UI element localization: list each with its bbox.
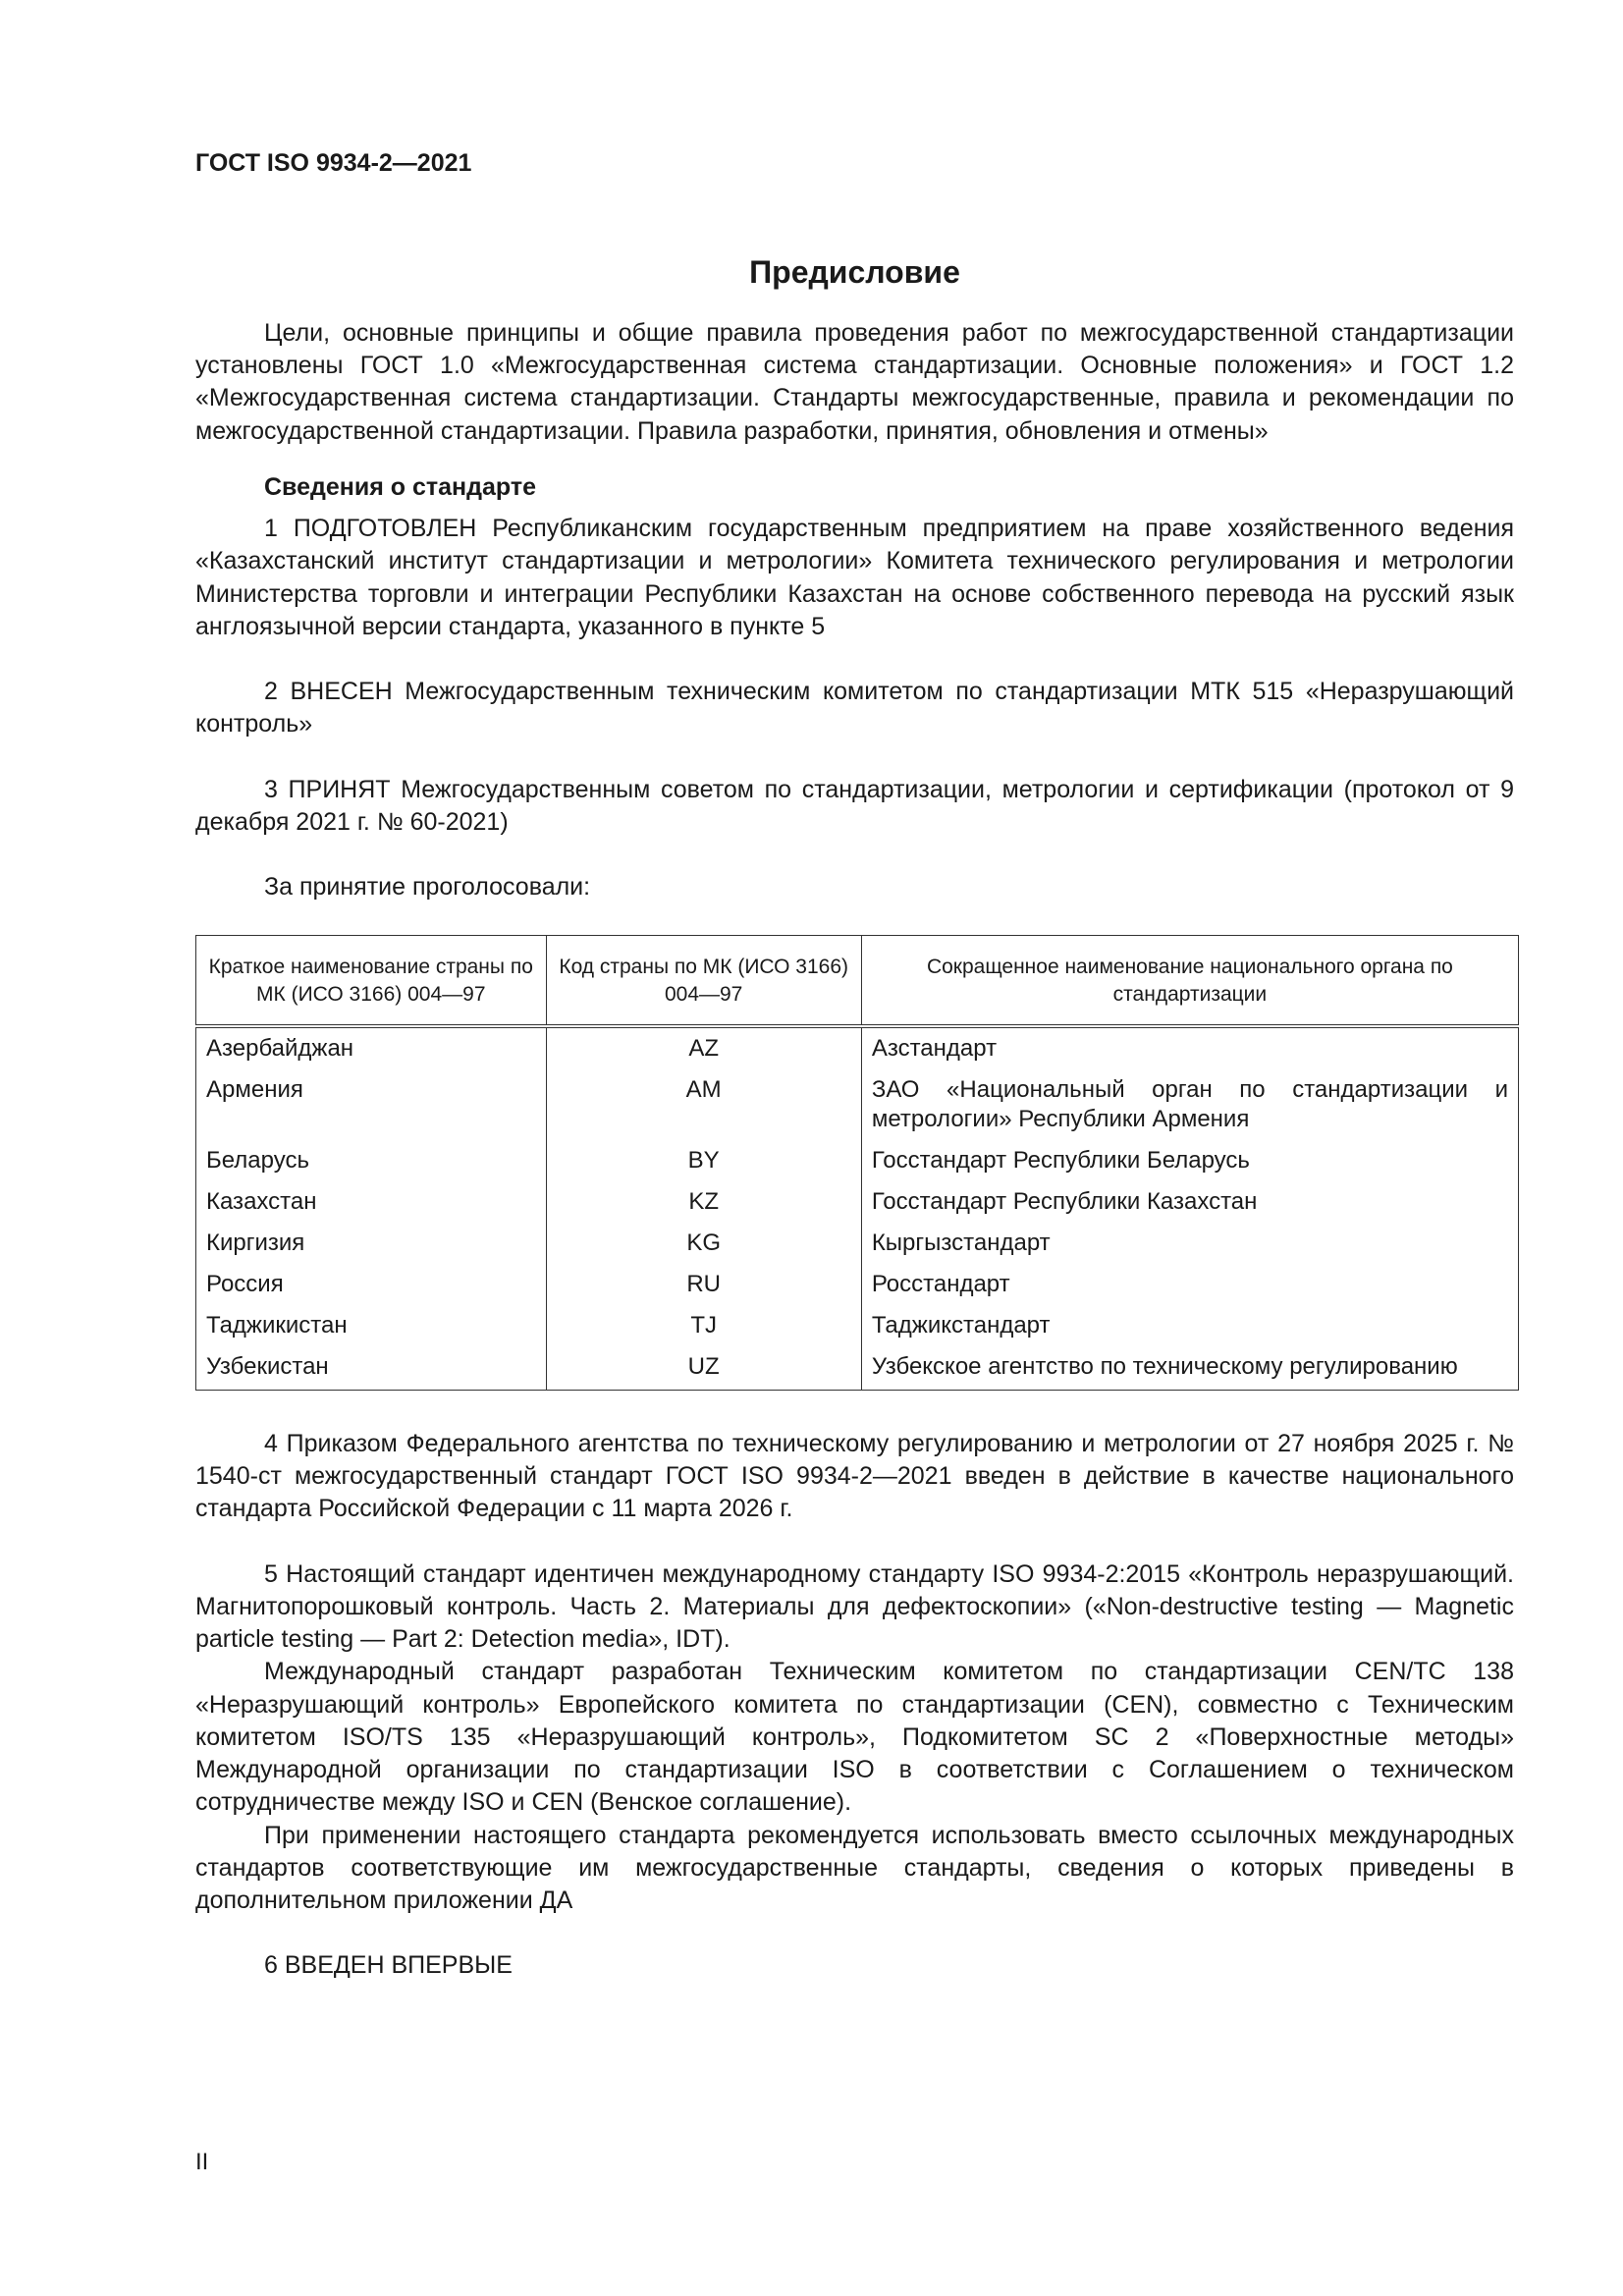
cell-country: Казахстан xyxy=(196,1181,547,1223)
cell-body: Госстандарт Республики Казахстан xyxy=(861,1181,1518,1223)
cell-code: BY xyxy=(546,1140,861,1181)
header-code: Код страны по МК (ИСО 3166) 004—97 xyxy=(546,936,861,1026)
cell-code: UZ xyxy=(546,1346,861,1391)
table-row xyxy=(196,1026,1519,1069)
cell-code: RU xyxy=(546,1264,861,1305)
header-country: Краткое наименование страны по МК (ИСО 3166) 004—97 xyxy=(196,936,547,1026)
voted-label: За принятие проголосовали: xyxy=(264,873,591,902)
table-row xyxy=(196,1346,1519,1391)
document-id: ГОСТ ISO 9934-2—2021 xyxy=(195,149,472,177)
table-row xyxy=(196,1181,1519,1223)
cell-code: AM xyxy=(546,1069,861,1140)
item-6-paragraph: 6 ВВЕДЕН ВПЕРВЫЕ xyxy=(264,1951,513,1980)
cell-code: KG xyxy=(546,1223,861,1264)
item-5-paragraph: 5 Настоящий стандарт идентичен международному стандарту ISO 9934-2:2015 «Контроль неразрушающий. Магнитопорошковый контроль. Часть 2. Материалы для дефектоскопии» («Non-destructive testing — Magnetic particle testing — Part 2: Detection media», IDT). xyxy=(195,1559,1514,1654)
cell-body: Узбекское агентство по техническому регулированию xyxy=(861,1346,1518,1391)
section-heading: Сведения о стандарте xyxy=(264,472,537,501)
cell-country: Таджикистан xyxy=(196,1305,547,1346)
cell-code: KZ xyxy=(546,1181,861,1223)
item-2-paragraph: 2 ВНЕСЕН Межгосударственным техническим комитетом по стандартизации МТК 515 «Неразрушающий контроль» xyxy=(195,678,1514,738)
cell-body: Азстандарт xyxy=(861,1026,1518,1069)
page-title: Предисловие xyxy=(749,254,960,291)
vote-table xyxy=(195,935,1519,1391)
cell-body: Кыргызстандарт xyxy=(861,1223,1518,1264)
cell-code: TJ xyxy=(546,1305,861,1346)
cell-country: Беларусь xyxy=(196,1140,547,1181)
cell-body: Росстандарт xyxy=(861,1264,1518,1305)
cell-country: Киргизия xyxy=(196,1223,547,1264)
item-3-paragraph: 3 ПРИНЯТ Межгосударственным советом по стандартизации, метрологии и сертификации (протокол от 9 декабря 2021 г. № 60-2021) xyxy=(195,775,1514,836)
cell-country: Россия xyxy=(196,1264,547,1305)
table-row xyxy=(196,1140,1519,1181)
item-1-paragraph: 1 ПОДГОТОВЛЕН Республиканским государственным предприятием на праве хозяйственного ведения «Казахстанский институт стандартизации и метрологии» Комитета технического регулирования и метрологии Министерства торговли и интеграции Республики Казахстан на основе собственного перевода на русский язык англоязычной версии стандарта, указанного в пункте 5 xyxy=(195,515,1514,640)
table-row xyxy=(196,1223,1519,1264)
cell-country: Узбекистан xyxy=(196,1346,547,1391)
document-page xyxy=(195,147,1514,1983)
cell-country: Азербайджан xyxy=(196,1026,547,1069)
item-4-paragraph: 4 Приказом Федерального агентства по техническому регулированию и метрологии от 27 ноября 2025 г. № 1540-ст межгосударственный стандарт ГОСТ ISO 9934-2—2021 введен в действие в качестве национального стандарта Российской Федерации с 11 марта 2026 г. xyxy=(195,1429,1514,1523)
table-row xyxy=(196,1069,1519,1140)
table-row xyxy=(196,1305,1519,1346)
cell-code: AZ xyxy=(546,1026,861,1069)
table-row xyxy=(196,1264,1519,1305)
intro-paragraph: Цели, основные принципы и общие правила проведения работ по межгосударственной стандартизации установлены ГОСТ 1.0 «Межгосударственная система стандартизации. Основные положения» и ГОСТ 1.2 «Межгосударственная система стандартизации. Стандарты межгосударственные, правила и рекомендации по межгосударственной стандартизации. Правила разработки, принятия, обновления и отмены» xyxy=(195,318,1514,445)
cell-country: Армения xyxy=(196,1069,547,1140)
header-body: Сокращенное наименование национального органа по стандартизации xyxy=(861,936,1518,1026)
cell-body: ЗАО «Национальный орган по стандартизации и метрологии» Республики Армения xyxy=(861,1069,1518,1140)
item-5-paragraph-3: При применении настоящего стандарта рекомендуется использовать вместо ссылочных международных стандартов соответствующие им межгосударственные стандарты, сведения о которых приведены в дополнительном приложении ДА xyxy=(195,1821,1514,1915)
cell-body: Таджикстандарт xyxy=(861,1305,1518,1346)
item-5-paragraph-2: Международный стандарт разработан Техническим комитетом по стандартизации CEN/TC 138 «Неразрушающий контроль» Европейского комитета по стандартизации (CEN), совместно с Техническим комитетом ISO/TS 135 «Неразрушающий контроль», Подкомитетом SC 2 «Поверхностные методы» Международной организации по стандартизации ISO в соответствии с Соглашением о техническом сотрудничестве между ISO и CEN (Венское соглашение). xyxy=(195,1658,1514,1817)
cell-body: Госстандарт Республики Беларусь xyxy=(861,1140,1518,1181)
page-number: II xyxy=(195,2149,209,2175)
vote-table-header-row xyxy=(196,936,1519,1026)
